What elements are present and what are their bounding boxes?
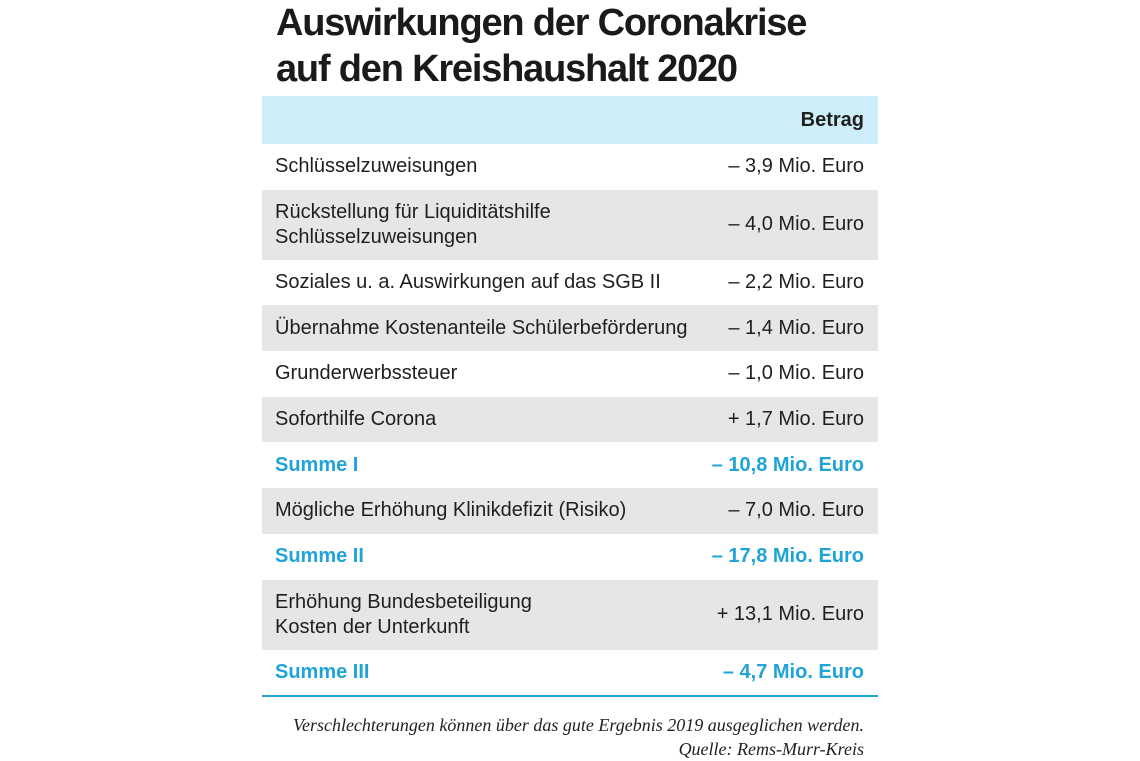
row-label-line-2: Schlüsselzuweisungen <box>275 225 478 248</box>
table-row <box>262 305 878 351</box>
row-value: – 7,0 Mio. Euro <box>728 499 864 522</box>
summe-label: Summe I <box>275 453 359 476</box>
page-title-line-1: Auswirkungen der Coronakrise <box>276 2 807 44</box>
row-label: Schlüsselzuweisungen <box>275 155 478 178</box>
summe-row <box>262 650 878 696</box>
row-value: + 13,1 Mio. Euro <box>716 603 864 625</box>
row-label: Soforthilfe Corona <box>275 408 437 431</box>
budget-table <box>262 96 878 697</box>
summe-value: – 4,7 Mio. Euro <box>722 660 864 683</box>
row-label <box>275 590 532 640</box>
column-header-betrag: Betrag <box>800 108 864 131</box>
footer <box>262 713 864 761</box>
row-value: – 4,0 Mio. Euro <box>728 213 864 236</box>
summe-row <box>262 534 878 580</box>
table-row <box>262 488 878 534</box>
table-row <box>262 144 878 190</box>
row-label-line-2: Kosten der Unterkunft <box>275 615 470 638</box>
row-label: Grunderwerbssteuer <box>275 362 458 385</box>
row-label: Übernahme Kostenanteile Schülerbeförderung <box>275 316 688 339</box>
row-value: – 2,2 Mio. Euro <box>728 271 864 294</box>
row-label: Soziales u. a. Auswirkungen auf das SGB II <box>275 271 661 294</box>
row-value: – 1,4 Mio. Euro <box>728 316 864 339</box>
row-value: – 3,9 Mio. Euro <box>728 155 864 178</box>
page-title-line-2: auf den Kreishaushalt 2020 <box>276 48 737 90</box>
row-label <box>275 200 551 250</box>
table-bottom-rule <box>262 695 878 697</box>
table-row <box>262 190 878 260</box>
table-header-row <box>262 96 878 144</box>
row-label-line-1: Rückstellung für Liquiditätshilfe <box>275 200 551 223</box>
page-title <box>276 0 896 92</box>
footnote: Verschlechterungen können über das gute Ergebnis 2019 ausgeglichen werden. <box>292 715 864 735</box>
summe-label: Summe II <box>275 545 364 568</box>
source-credit: Quelle: Rems-Murr-Kreis <box>678 739 864 759</box>
table-row <box>262 397 878 443</box>
summe-value: – 10,8 Mio. Euro <box>711 453 864 476</box>
table-row <box>262 580 878 650</box>
row-label-line-1: Erhöhung Bundesbeteiligung <box>275 590 532 613</box>
row-value: – 1,0 Mio. Euro <box>728 362 864 385</box>
row-label: Mögliche Erhöhung Klinikdefizit (Risiko) <box>275 499 627 522</box>
summe-row <box>262 442 878 488</box>
summe-value: – 17,8 Mio. Euro <box>711 545 864 568</box>
table-row <box>262 260 878 306</box>
summe-label: Summe III <box>275 660 370 683</box>
table-row <box>262 351 878 397</box>
row-value: + 1,7 Mio. Euro <box>727 408 864 431</box>
